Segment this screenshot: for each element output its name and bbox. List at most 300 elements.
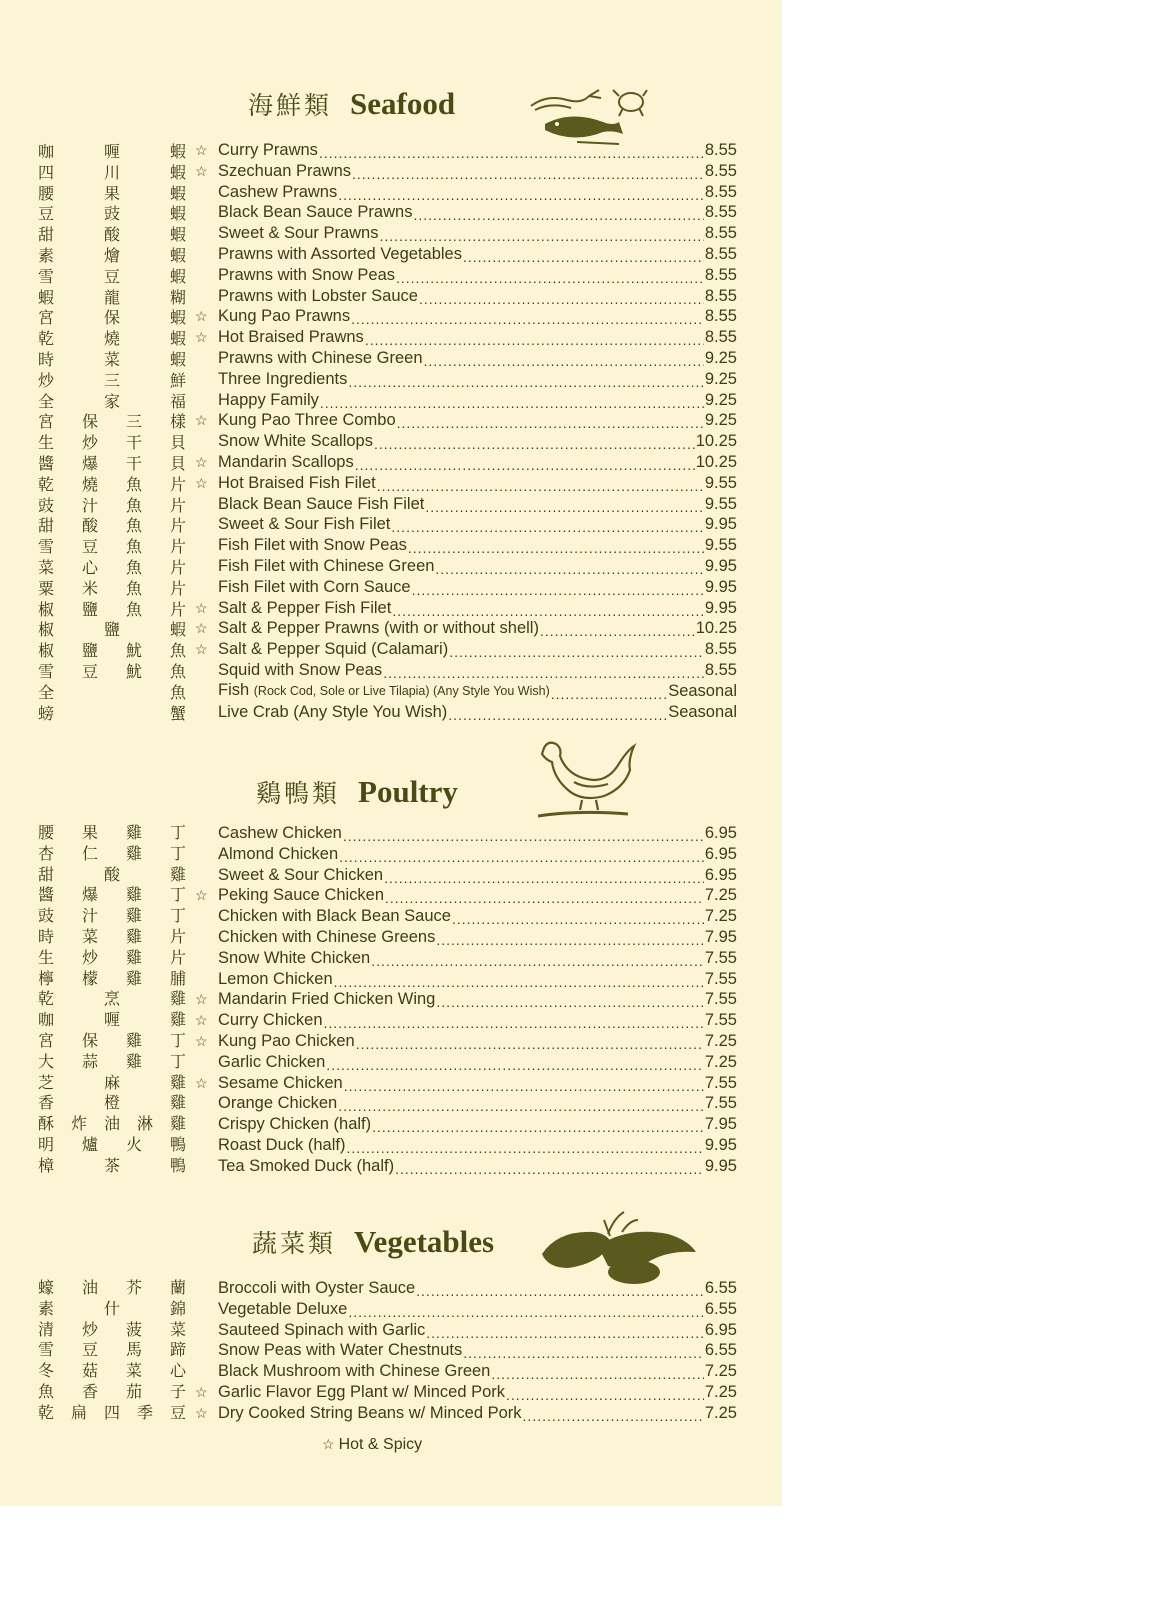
spicy-star-icon: ☆ [195,474,208,491]
chinese-char: 丁 [169,843,186,863]
item-price: 9.25 [704,369,737,388]
chinese-char: 豆 [169,1402,186,1422]
chinese-name [38,308,186,329]
chinese-char: 米 [81,578,98,598]
item-name-text: Szechuan Prawns [218,161,351,180]
dot-leader [346,1138,703,1159]
chinese-name [38,433,186,454]
dot-leader [324,1013,704,1034]
chinese-char: 椒 [38,620,55,640]
chinese-char: 茶 [103,1155,120,1175]
chinese-name [38,579,186,600]
chinese-char: 甜 [38,516,55,536]
chinese-char: 蝦 [169,620,186,640]
menu-item [195,660,737,681]
menu-item [195,473,737,494]
menu-item [195,1031,737,1052]
menu-item [195,390,737,411]
menu-item [195,681,737,702]
chinese-char: 魚 [125,516,142,536]
chinese-char: 干 [125,433,142,453]
dot-leader [412,580,704,601]
chinese-char: 炒 [81,1319,98,1339]
item-name [218,989,435,1010]
chinese-char: 甜 [38,864,55,884]
seafood-title: Seafood [350,86,456,121]
vegetables-items [195,1278,737,1424]
chinese-char: 喱 [103,142,120,161]
chinese-char: 螃 [38,703,55,723]
spicy-star-icon: ☆ [195,453,208,470]
chinese-char: 麻 [103,1072,120,1092]
chinese-name [38,163,186,184]
chinese-char: 汁 [81,906,98,926]
chinese-char: 魚 [169,682,186,702]
menu-item [195,369,737,390]
dot-leader [374,434,695,455]
item-name [218,1361,490,1382]
chinese-char: 片 [169,578,186,598]
chinese-char: 貝 [169,433,186,453]
chinese-char: 冬 [38,1361,55,1381]
item-price: 9.25 [704,411,737,430]
item-name [218,348,423,369]
dot-leader [540,621,695,642]
menu-item [195,182,737,203]
item-name-text: Prawns with Lobster Sauce [218,286,418,305]
menu-item [195,1299,737,1320]
dot-leader [391,517,703,538]
item-name [218,702,447,723]
chinese-char: 爆 [81,885,98,905]
chinese-char: 豆 [81,661,98,681]
menu-item [195,865,737,886]
item-name-text: Garlic Chicken [218,1052,326,1071]
chinese-char: 片 [169,947,186,967]
chinese-char: 丁 [169,1030,186,1050]
menu-item [195,1340,737,1361]
menu-item [195,431,737,452]
chinese-char: 油 [103,1114,120,1134]
item-name [218,844,338,865]
spicy-star-icon: ☆ [195,991,208,1008]
chinese-char: 香 [81,1381,98,1401]
chinese-char: 乾 [38,989,55,1009]
chinese-char: 椒 [38,599,55,619]
chinese-name [38,1135,186,1156]
chinese-char: 蝦 [38,287,55,307]
item-name [218,1278,415,1299]
item-price: 9.95 [704,577,737,596]
menu-item [195,969,737,990]
chinese-char: 酸 [103,864,120,884]
chinese-char: 魚 [38,1381,55,1401]
item-price: 6.55 [704,1279,737,1297]
chinese-char: 鹽 [103,620,120,640]
chinese-char: 蝦 [169,225,186,245]
chinese-char: 喱 [103,1010,120,1030]
item-price: 9.25 [704,348,737,367]
dot-leader [436,992,704,1013]
chinese-name [38,288,186,309]
item-name [218,1073,343,1094]
item-name-text: Hot Braised Prawns [218,328,364,347]
dot-leader [352,164,704,185]
chinese-char: 咖 [38,142,55,161]
chinese-char: 宮 [38,1030,55,1050]
item-price: 6.95 [704,1320,737,1339]
dot-leader [348,1302,704,1323]
item-name-text: Snow White Scallops [218,432,373,451]
poultry-chinese-names [38,823,186,1177]
item-price: 6.55 [704,1299,737,1318]
dot-leader [449,642,704,663]
dot-leader [351,309,704,330]
menu-item [195,265,737,286]
item-name [218,265,395,286]
chinese-char: 三 [103,370,120,390]
chinese-char: 清 [38,1319,55,1339]
menu-item [195,161,737,182]
chinese-char: 乾 [38,474,55,494]
chinese-name [38,1052,186,1073]
chinese-char: 時 [38,926,55,946]
chinese-char: 樟 [38,1155,55,1175]
chinese-name [38,496,186,517]
item-name-text: Prawns with Chinese Green [218,348,423,367]
item-price: 7.55 [704,969,737,988]
dot-leader [424,351,704,372]
menu-item [195,639,737,660]
seafood-items [195,140,737,722]
item-name-text: Salt & Pepper Fish Filet [218,598,392,617]
item-name-text: Dry Cooked String Beans w/ Minced Pork [218,1403,522,1422]
item-price: 10.25 [695,452,737,471]
chinese-char: 魚 [125,474,142,494]
item-name [218,885,384,906]
dot-leader [392,601,704,622]
item-name [218,598,391,619]
chinese-char: 時 [38,349,55,369]
chinese-char: 炒 [38,370,55,390]
menu-item [195,306,737,327]
chinese-char: 豆 [81,1340,98,1360]
chinese-char: 魚 [169,661,186,681]
vegetables-header [252,1224,494,1264]
chinese-char: 炸 [70,1114,87,1134]
chinese-char: 生 [38,433,55,453]
spicy-star-icon: ☆ [195,142,208,158]
dot-leader [320,393,704,414]
chinese-char: 雞 [169,1093,186,1113]
chinese-char: 果 [81,823,98,842]
menu-item [195,1382,737,1403]
chinese-char: 鮮 [169,370,186,390]
chinese-char: 雞 [125,968,142,988]
chinese-char: 四 [38,162,55,182]
chinese-name [38,537,186,558]
chinese-char: 丁 [169,906,186,926]
item-price: 7.95 [704,927,737,946]
chinese-name [38,704,186,725]
dot-leader [384,868,704,889]
chinese-char: 甜 [38,225,55,245]
dot-leader [319,143,704,164]
dot-leader [365,330,704,351]
item-name-text: Mandarin Scallops [218,452,354,471]
item-name [218,618,539,639]
chinese-char: 宮 [38,308,55,328]
chinese-name [38,1361,186,1382]
chinese-char: 菜 [169,1319,186,1339]
chinese-name [38,641,186,662]
item-note: (Rock Cod, Sole or Live Tilapia) (Any Style You Wish) [253,684,550,699]
chinese-name [38,683,186,704]
item-name-text: Chicken with Black Bean Sauce [218,907,451,926]
chinese-char: 家 [103,391,120,411]
chinese-char: 魚 [125,599,142,619]
chinese-char: 川 [103,162,120,182]
item-name [218,1320,425,1341]
chinese-char: 豉 [38,495,55,515]
chinese-char: 鴨 [169,1155,186,1175]
chinese-char: 三 [125,412,142,432]
dot-leader [348,372,704,393]
chinese-char: 魚 [169,641,186,661]
item-name [218,1135,345,1156]
chinese-char: 菜 [81,926,98,946]
item-price: 8.55 [704,244,737,263]
item-name [218,1156,394,1177]
chinese-char: 心 [169,1361,186,1381]
chinese-char: 豆 [103,266,120,286]
dot-leader [491,1364,704,1385]
chinese-name [38,948,186,969]
chinese-char: 蒜 [81,1051,98,1071]
item-name-text: Sweet & Sour Chicken [218,865,384,884]
chinese-char: 雞 [125,1051,142,1071]
dot-leader [343,826,704,847]
chinese-char: 醬 [38,453,55,473]
item-name-text: Live Crab (Any Style You Wish) [218,702,448,721]
chinese-char: 豉 [103,204,120,224]
item-name-text: Curry Chicken [218,1011,323,1030]
item-name [218,286,418,307]
chinese-name [38,662,186,683]
chinese-char: 腰 [38,183,55,203]
item-name-text: Black Mushroom with Chinese Green [218,1362,491,1381]
chinese-name [38,267,186,288]
item-name [218,1403,522,1424]
chinese-char: 酸 [81,516,98,536]
item-name-text: Curry Prawns [218,141,318,159]
chinese-char: 燒 [81,474,98,494]
item-name [218,161,351,182]
chinese-char: 素 [38,1298,55,1318]
item-name-text: Kung Pao Prawns [218,307,351,326]
chinese-char: 雪 [38,661,55,681]
chinese-name [38,1156,186,1177]
spicy-star-icon: ☆ [195,1383,208,1400]
chinese-char: 保 [81,412,98,432]
item-name [218,1093,337,1114]
chinese-char: 蝦 [169,204,186,224]
chinese-char: 魷 [125,661,142,681]
item-name [218,223,379,244]
dot-leader [338,185,704,206]
chinese-char: 明 [38,1134,55,1154]
chinese-char: 糊 [169,287,186,307]
chinese-char: 雞 [169,1072,186,1092]
item-name-text: Broccoli with Oyster Sauce [218,1279,416,1297]
chinese-char: 什 [103,1298,120,1318]
item-name-text: Cashew Chicken [218,824,342,842]
chinese-char: 炒 [81,433,98,453]
item-name [218,182,337,203]
item-price: 8.55 [704,640,737,659]
item-name [218,1382,505,1403]
chinese-char: 雞 [169,864,186,884]
chinese-char: 雞 [125,947,142,967]
menu-item [195,286,737,307]
item-price: 7.25 [704,1362,737,1381]
dot-leader [416,1281,704,1302]
chinese-char: 丁 [169,885,186,905]
item-price: 7.25 [704,886,737,905]
item-price: 9.95 [704,556,737,575]
legend-label: Hot & Spicy [338,1436,423,1453]
chinese-char: 宮 [38,412,55,432]
chinese-char: 素 [38,245,55,265]
chinese-char: 錦 [169,1298,186,1318]
item-name-text: Prawns with Assorted Vegetables [218,244,462,263]
vegetables-title-chinese: 蔬菜類 [252,1229,337,1258]
chinese-name [38,204,186,225]
chinese-char: 蝦 [169,162,186,182]
menu-item [195,844,737,865]
chinese-char: 油 [81,1278,98,1297]
chinese-char: 大 [38,1051,55,1071]
chinese-char: 魚 [125,557,142,577]
spicy-star-icon: ☆ [195,887,208,904]
seafood-chinese-names [38,142,186,724]
chinese-char: 雞 [125,823,142,842]
chinese-char: 火 [125,1134,142,1154]
item-name-text: Black Bean Sauce Fish Filet [218,494,425,513]
chinese-char: 鴨 [169,1134,186,1154]
chinese-char: 果 [103,183,120,203]
chinese-char: 雞 [169,1010,186,1030]
item-price: 6.95 [704,844,737,863]
item-price: 7.55 [704,1094,737,1113]
chinese-char: 蝦 [169,266,186,286]
spicy-star-icon: ☆ [195,1012,208,1029]
chinese-char: 丁 [169,823,186,842]
item-name-text: Chicken with Chinese Greens [218,927,436,946]
chinese-char: 香 [38,1093,55,1113]
item-price: 7.55 [704,990,737,1009]
chinese-char: 檬 [81,968,98,988]
item-name-text: Kung Pao Chicken [218,1031,355,1050]
chinese-char: 雪 [38,537,55,557]
chinese-char: 季 [136,1402,153,1422]
item-price: 9.95 [704,1135,737,1154]
chinese-char: 橙 [103,1093,120,1113]
spicy-star-icon: ☆ [195,1404,208,1421]
vegetables-icon [538,1206,700,1286]
poultry-items [195,823,737,1177]
chinese-name [38,1340,186,1361]
chinese-char: 脯 [169,968,186,988]
menu-item [195,618,737,639]
chinese-char: 烹 [103,989,120,1009]
item-name-text: Three Ingredients [218,369,348,388]
menu-item [195,223,737,244]
item-price: 7.25 [704,1031,737,1050]
chinese-char: 豉 [38,906,55,926]
dot-leader [339,847,704,868]
dot-leader [356,1034,704,1055]
item-name [218,494,424,515]
item-name-text: Prawns with Snow Peas [218,265,395,284]
menu-item [195,1114,737,1135]
item-price: 8.55 [704,328,737,347]
chinese-char: 椒 [38,641,55,661]
chinese-char: 魚 [125,495,142,515]
chinese-char: 魚 [125,537,142,557]
chinese-name [38,516,186,537]
item-name [218,410,396,431]
chinese-name [38,412,186,433]
item-price: 8.55 [704,182,737,201]
item-price: 8.55 [704,307,737,326]
chinese-name [38,906,186,927]
chinese-char: 乾 [38,1402,55,1422]
chinese-char: 酥 [38,1114,55,1134]
chinese-name [38,558,186,579]
dot-leader [385,888,704,909]
item-name [218,969,333,990]
item-name-text: Fish Filet with Snow Peas [218,536,407,555]
item-name-text: Sweet & Sour Prawns [218,224,379,243]
chinese-char: 粟 [38,578,55,598]
item-price: 8.55 [704,141,737,159]
menu-item [195,577,737,598]
item-name-text: Almond Chicken [218,844,339,863]
chinese-char: 福 [169,391,186,411]
dot-leader [395,1159,704,1180]
item-price: 10.25 [695,619,737,638]
item-price: 6.95 [704,824,737,842]
chinese-char: 蘭 [169,1278,186,1297]
chinese-char: 蝦 [169,349,186,369]
chinese-name [38,371,186,392]
chinese-name [38,989,186,1010]
chinese-name [38,865,186,886]
item-price: Seasonal [668,681,737,700]
chinese-name [38,1299,186,1320]
dot-leader [436,930,704,951]
item-name-text: Fish Filet with Corn Sauce [218,577,411,596]
chinese-char: 全 [38,391,55,411]
dot-leader [334,972,704,993]
chinese-char: 片 [169,557,186,577]
dot-leader [452,909,704,930]
spicy-star-icon: ☆ [195,620,208,637]
menu-item [195,244,737,265]
item-price: Seasonal [668,702,737,721]
poultry-header [256,774,458,814]
